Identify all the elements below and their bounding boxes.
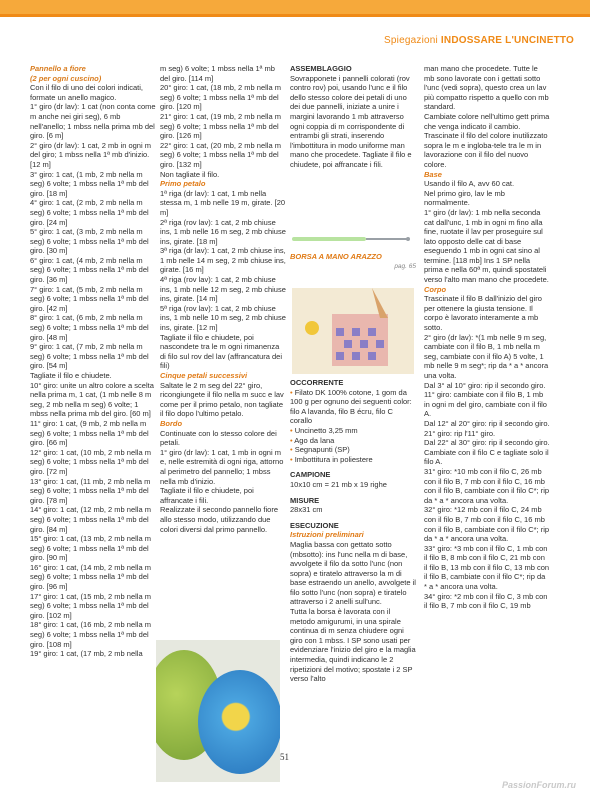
header-title: INDOSSARE L'UNCINETTO bbox=[440, 35, 574, 46]
col1-paragraph: 18° giro: 1 cat, (16 mb, 2 mb nella m seg) 6 volte; 1 mbss nella 1ª mb del giro. [108 m] bbox=[30, 620, 151, 649]
col1-paragraph: 13° giro: 1 cat, (11 mb, 2 mb nella m seg) 6 volte; 1 mbss nella 1ª mb del giro. [78 m] bbox=[30, 476, 151, 505]
col4-paragraph: 2° giro (dr lav): *(1 mb nelle 9 m seg, cambiate con il filo B, 1 mb nella m seg, cambiate con il filo A) 5 volte, 1 mb nelle 9 m seg*; rip da * a * ancora una volta. bbox=[424, 332, 549, 380]
col3b-paragraph: • Ago da lana bbox=[290, 436, 416, 446]
col4-paragraph: Dal 3° al 10° giro: rip il secondo giro. bbox=[424, 380, 546, 390]
col2-paragraph: 20° giro: 1 cat, (18 mb, 2 mb nella m seg) 6 volte; 1 mbss nella 1ª mb del giro. [120 m] bbox=[160, 83, 281, 112]
page-number: 51 bbox=[280, 752, 289, 762]
col4-paragraph: Dal 22° al 30° giro: rip il secondo giro. bbox=[424, 438, 550, 448]
col1-paragraph: 14° giro: 1 cat, (12 mb, 2 mb nella m seg) 6 volte; 1 mbss nella 1ª mb del giro. [84 m] bbox=[30, 505, 151, 534]
col4-paragraph: Trascinate il filo B dall'inizio del giro per ottenere la giusta tensione. Il corpo è lavorato interamente a mb sotto. bbox=[424, 294, 542, 333]
col1-paragraph: 7° giro: 1 cat, (5 mb, 2 mb nella m seg) 6 volte; 1 mbss nella 1ª mb del giro. [42 m] bbox=[30, 284, 149, 313]
col3b-paragraph: • Segnapunti (SP) bbox=[290, 445, 416, 455]
col1-paragraph: 9° giro: 1 cat, (7 mb, 2 mb nella m seg) 6 volte; 1 mbss nella 1ª mb del giro. [54 m] bbox=[30, 342, 149, 371]
text-column-3-bottom bbox=[290, 378, 416, 684]
col2-paragraph: Non tagliate il filo. bbox=[160, 169, 220, 179]
text-column-3-top bbox=[290, 64, 416, 170]
col3b-paragraph: Istruzioni preliminari bbox=[290, 530, 364, 540]
col4-paragraph: 11° giro: cambiate con il filo B, 1 mb in ogni m del giro, cambiate con il filo A. bbox=[424, 390, 547, 419]
col2-paragraph: 2ª riga (rov lav): 1 cat, 2 mb chiuse ins, 1 mb nelle 16 m seg, 2 mb chiuse ins, girate. [18 m] bbox=[160, 217, 286, 246]
col2-paragraph: m seg) 6 volte; 1 mbss nella 1ª mb del giro. [114 m] bbox=[160, 64, 275, 83]
col3b-paragraph: 10x10 cm = 21 mb x 19 righe bbox=[290, 479, 387, 489]
header-section: Spiegazioni bbox=[384, 35, 438, 46]
col3b-paragraph: MISURE bbox=[290, 495, 320, 505]
col3b-paragraph: CAMPIONE bbox=[290, 470, 331, 480]
col3b-paragraph: Tutta la borsa è lavorata con il metodo amigurumi, in una spirale continua di m senza chiudere ogni giro con 1 mbss. I SP sono usati per evidenziare l'inizio del giro e la maglia intermedia, quindi indicano le 2 ripetizioni del motivo; spostate i 2 SP verso l'alto bbox=[290, 607, 416, 684]
col1-paragraph: 3° giro: 1 cat, (1 mb, 2 mb nella m seg) 6 volte; 1 mbss nella 1ª mb del giro. [18 m] bbox=[30, 169, 149, 198]
col1-paragraph: 10° giro: unite un altro colore a scelta nella prima m, 1 cat, (1 mb nelle 8 m seg, 2 mb nella m seg) 6 volte; 1 mbss nella prima mb del giro. [60 m] bbox=[30, 380, 154, 419]
col2-paragraph: 3ª riga (dr lav): 1 cat, 2 mb chiuse ins, 1 mb nelle 14 m seg, 2 mb chiuse ins, girate. [16 m] bbox=[160, 246, 286, 275]
col3b-paragraph: • Filato DK 100% cotone, 1 gom da 100 g per ognuno dei seguenti color: filo A lavanda, filo B écru, filo C corallo bbox=[290, 388, 416, 426]
col1-paragraph: 8° giro: 1 cat, (6 mb, 2 mb nella m seg) 6 volte; 1 mbss nella 1ª mb del giro. [48 m] bbox=[30, 313, 149, 342]
col2-paragraph: 22° giro: 1 cat, (20 mb, 2 mb nella m seg) 6 volte; 1 mbss nella 1ª mb del giro. [132 m] bbox=[160, 140, 281, 169]
col1-paragraph: 2° giro (dr lav): 1 cat, 2 mb in ogni m del giro; 1 mbss nella 1ª mb d'inizio. [12 m] bbox=[30, 140, 151, 169]
col3a-paragraph: Sovrapponete i pannelli colorati (rov contro rov) poi, usando l'unc e il filo dello stesso colore dei petali di uno dei due pannelli, iniziate a unire i margini lavorando 1 mb attraverso ogni coppia di m corrispondente di entrambi gli strati, inserendo l'imbottitura in modo uniforme man mano che procedete. Tagliate il filo e chiudete, poi affrancate i fili. bbox=[290, 73, 412, 169]
col4-paragraph: Base bbox=[424, 169, 442, 179]
col2-paragraph: Tagliate il filo e chiudete, poi nascondete tra le m ogni rimanenza di filo sul rov del lav (affrancatura dei fili) bbox=[160, 332, 283, 371]
col2-paragraph: 4ª riga (rov lav): 1 cat, 2 mb chiuse ins, 1 mb nelle 12 m seg, 2 mb chiuse ins, girate. [14 m] bbox=[160, 275, 286, 304]
col2-paragraph: 1° giro (dr lav): 1 cat, 1 mb in ogni m e, nelle estremità di ogni riga, attorno al perimetro del pannello; 1 mbss nella mb d'inizio. bbox=[160, 447, 284, 486]
col4-paragraph: 33° giro: *3 mb con il filo C, 1 mb con il filo B, 8 mb con il filo C, 21 mb con il filo B, 13 mb con il filo C, 13 mb con il filo B, cambiate con il filo C*; rip da * a * ancora una volta. bbox=[424, 543, 550, 592]
col2-paragraph: Primo petalo bbox=[160, 179, 206, 189]
col4-paragraph: 32° giro: *12 mb con il filo C, 24 mb con il filo B, 7 mb con il filo C, 16 mb con il filo B, cambiate con il filo C*; rip da * a * ancora una volta. bbox=[424, 505, 550, 544]
col4-paragraph: Dal 12° al 20° giro: rip il secondo giro. bbox=[424, 418, 550, 428]
col3b-paragraph: 28x31 cm bbox=[290, 505, 323, 515]
col3b-paragraph: OCCORRENTE bbox=[290, 378, 344, 387]
col4-paragraph: 21° giro: rip l'11° giro. bbox=[424, 428, 496, 438]
col1-paragraph: 5° giro: 1 cat, (3 mb, 2 mb nella m seg) 6 volte; 1 mbss nella 1ª mb del giro. [30 m] bbox=[30, 227, 149, 256]
col4-paragraph: 1° giro (dr lav): 1 mb nella seconda cat dall'unc, 1 mb in ogni m fino alla fine, ruotate il lav per proseguire sul lato opposto delle cat di base eseguendo 1 mb in ogni cat sino al termine. [118 mb] Ins 1 SP nella prima e nella 60ª m, quindi spostateli verso l'alto man mano che procedete. bbox=[424, 207, 549, 285]
col2-paragraph: Continuate con lo stesso colore dei petali. bbox=[160, 428, 277, 448]
crochet-hook-illustration bbox=[292, 236, 410, 242]
col2-paragraph: 5ª riga (rov lav): 1 cat, 2 mb chiuse ins, 1 mb nelle 10 m seg, 2 mb chiuse ins, girate. [12 m] bbox=[160, 303, 286, 333]
col4-paragraph: 34° giro: *2 mb con il filo C, 3 mb con il filo B, 7 mb con il filo C, 19 mb bbox=[424, 591, 548, 611]
col1-paragraph: 11° giro: 1 cat, (9 mb, 2 mb nella m seg) 6 volte; 1 mbss nella 1ª mb del giro. [66 m] bbox=[30, 418, 149, 448]
col2-paragraph: Tagliate il filo e chiudete, poi affrancate i fili. bbox=[160, 486, 254, 505]
col1-paragraph: 15° giro: 1 cat, (13 mb, 2 mb nella m seg) 6 volte; 1 mbss nella 1ª mb del giro. [90 m] bbox=[30, 534, 151, 563]
col2-paragraph: 1ª riga (dr lav): 1 cat, 1 mb nella stessa m, 1 mb nelle 19 m, girate. [20 m] bbox=[160, 188, 286, 217]
col1-paragraph: (2 per ogni cuscino) bbox=[30, 73, 102, 83]
col4-paragraph: Cambiate con il filo C e tagliate solo il filo A. bbox=[424, 447, 549, 467]
bag-page-ref: pag. 65 bbox=[394, 262, 416, 270]
col3a-paragraph: ASSEMBLAGGIO bbox=[290, 64, 352, 73]
col1-paragraph: 6° giro: 1 cat, (4 mb, 2 mb nella m seg) 6 volte; 1 mbss nella 1ª mb del giro. [36 m] bbox=[30, 255, 149, 285]
col4-paragraph: man mano che procedete. Tutte le mb sono lavorate con i gettati sotto l'unc (vedi sopra), questo crea un lav più compatto rispetto a quello con mb standard. bbox=[424, 64, 549, 112]
col4-paragraph: Corpo bbox=[424, 284, 447, 294]
col1-paragraph: 12° giro: 1 cat, (10 mb, 2 mb nella m seg) 6 volte; 1 mbss nella 1ª mb del giro. [72 m] bbox=[30, 447, 151, 476]
cushion-photo bbox=[156, 640, 280, 782]
text-column-1 bbox=[30, 64, 156, 659]
col4-paragraph: Usando il filo A, avv 60 cat. bbox=[424, 179, 515, 189]
page-header bbox=[384, 35, 574, 46]
top-color-bar bbox=[0, 0, 590, 17]
col2-paragraph: 21° giro: 1 cat, (19 mb, 2 mb nella m seg) 6 volte; 1 mbss nella 1ª mb del giro. [126 m] bbox=[160, 111, 281, 141]
col3b-paragraph: • Uncinetto 3,25 mm bbox=[290, 426, 416, 436]
col1-paragraph: Tagliate il filo e chiudete. bbox=[30, 371, 112, 380]
blue-cushion bbox=[198, 670, 280, 774]
site-watermark: PassionForum.ru bbox=[501, 780, 576, 790]
col4-paragraph: Nel primo giro, lav le mb normalmente. bbox=[424, 188, 505, 208]
text-column-2 bbox=[160, 64, 286, 534]
col1-paragraph: 16° giro: 1 cat, (14 mb, 2 mb nella m seg) 6 volte; 1 mbss nella 1ª mb del giro. [96 m] bbox=[30, 562, 151, 592]
col2-paragraph: Saltate le 2 m seg del 22° giro, ricongiungete il filo nella m succ e lav come per il primo petalo, non tagliate il filo dopo l'ultimo petalo. bbox=[160, 380, 284, 419]
col1-paragraph: 19° giro: 1 cat, (17 mb, 2 mb nella bbox=[30, 649, 143, 659]
col4-paragraph: 31° giro: *10 mb con il filo C, 26 mb con il filo B, 7 mb con il filo C, 16 mb con il filo B, cambiate con il filo C*; rip da * a * ancora una volta. bbox=[424, 466, 550, 505]
col3b-paragraph: ESECUZIONE bbox=[290, 520, 339, 530]
col1-paragraph: 4° giro: 1 cat, (2 mb, 2 mb nella m seg) 6 volte; 1 mbss nella 1ª mb del giro. [24 m] bbox=[30, 198, 149, 227]
bag-title: BORSA A MANO ARAZZO bbox=[290, 252, 382, 261]
bag-section-title-row bbox=[290, 252, 416, 271]
col2-paragraph: Realizzate il secondo pannello fiore allo stesso modo, utilizzando due colori diversi dal primo pannello. bbox=[160, 505, 278, 534]
col1-paragraph: 17° giro: 1 cat, (15 mb, 2 mb nella m seg) 6 volte; 1 mbss nella 1ª mb del giro. [102 m] bbox=[30, 591, 151, 620]
col2-paragraph: Bordo bbox=[160, 418, 183, 428]
bag-photo bbox=[292, 288, 414, 374]
col4-paragraph: Cambiate colore nell'ultimo gett prima che venga indicato il cambio. Trascinate il filo del colore inutilizzato sopra le m e ingloba-tele tra le m in lavorazione con il filo del nuovo colore. bbox=[424, 111, 550, 169]
col1-paragraph: Pannello a fiore bbox=[30, 64, 86, 73]
text-column-4 bbox=[424, 64, 550, 611]
col2-paragraph: Cinque petali successivi bbox=[160, 371, 248, 380]
col3b-paragraph: • Imbottitura in poliestere bbox=[290, 455, 416, 465]
col1-paragraph: 1° giro (dr lav): 1 cat (non conta come m anche nei giri seg), 6 mb nell'anello; 1 mbss nella prima mb del giro. [6 m] bbox=[30, 102, 156, 141]
col1-paragraph: Con il filo di uno dei colori indicati, formate un anello magico. bbox=[30, 83, 143, 102]
col3b-paragraph: Maglia bassa con gettato sotto (mbsotto): ins l'unc nella m di base, avvolgete il filo da sotto l'unc (non sopra) e tiratelo attraverso la m di base estraendo un anello, avvolgete il filo sotto l'unc (non sopra) e tiratelo attraverso i 2 anelli sull'unc. bbox=[290, 539, 416, 607]
